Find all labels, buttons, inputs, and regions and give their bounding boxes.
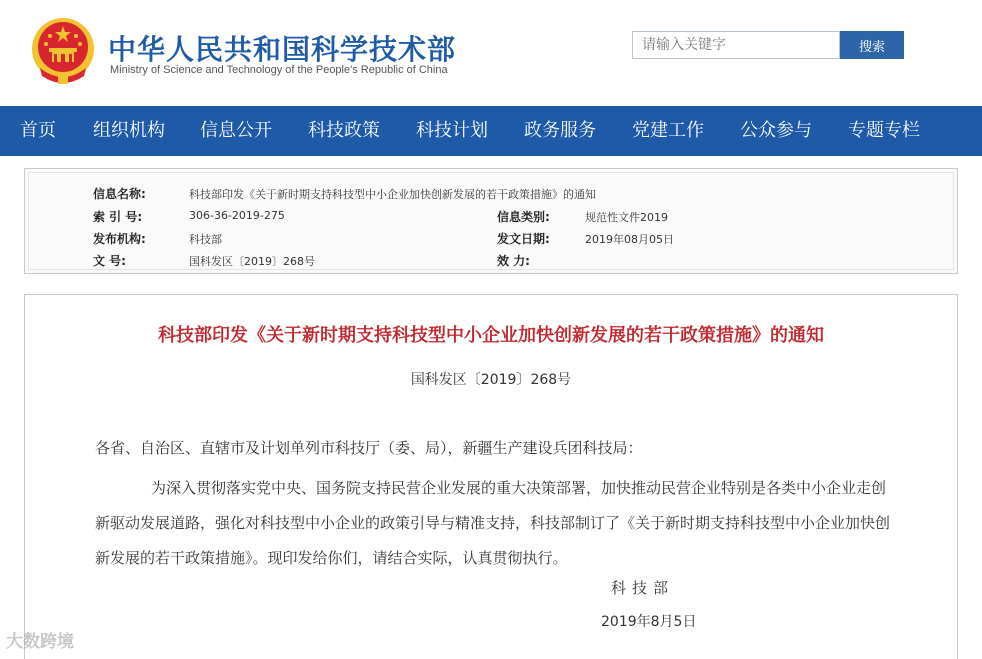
info-validity-label: 效 力: bbox=[497, 254, 530, 268]
document-info-panel bbox=[24, 168, 958, 274]
nav-item-home[interactable]: 首页 bbox=[20, 120, 56, 141]
info-name-value: 科技部印发《关于新时期支持科技型中小企业加快创新发展的若干政策措施》的通知 bbox=[189, 188, 596, 201]
nav-item-topics[interactable]: 专题专栏 bbox=[848, 120, 920, 141]
document-info-inner bbox=[28, 172, 954, 270]
info-publisher-value: 科技部 bbox=[189, 233, 222, 246]
info-name-label: 信息名称: bbox=[93, 187, 146, 201]
nav-item-programs[interactable]: 科技计划 bbox=[416, 120, 488, 141]
nav-item-services[interactable]: 政务服务 bbox=[524, 120, 596, 141]
site-subtitle: Ministry of Science and Technology of the People's Republic of China bbox=[110, 64, 448, 76]
watermark: 大数跨境 bbox=[6, 632, 74, 652]
info-date-value: 2019年08月05日 bbox=[585, 233, 674, 246]
article-doc-number: 国科发区〔2019〕268号 bbox=[410, 372, 572, 388]
article-signature: 科技部 bbox=[611, 579, 675, 597]
site-header bbox=[0, 0, 982, 106]
article-sign-date: 2019年8月5日 bbox=[601, 614, 697, 630]
national-emblem-icon[interactable] bbox=[30, 16, 96, 86]
info-category-label: 信息类别: bbox=[497, 210, 550, 224]
nav-item-info-disclosure[interactable]: 信息公开 bbox=[200, 120, 272, 141]
site-title[interactable]: 中华人民共和国科学技术部 bbox=[108, 33, 457, 66]
info-index-label: 索 引 号: bbox=[93, 210, 143, 224]
nav-item-organization[interactable]: 组织机构 bbox=[93, 120, 165, 141]
nav-item-policy[interactable]: 科技政策 bbox=[308, 120, 380, 141]
info-docno-label: 文 号: bbox=[93, 254, 126, 268]
info-publisher-label: 发布机构: bbox=[93, 232, 146, 246]
info-docno-value: 国科发区〔2019〕268号 bbox=[189, 255, 315, 268]
main-nav bbox=[0, 106, 982, 156]
search-input[interactable] bbox=[632, 31, 840, 59]
info-date-label: 发文日期: bbox=[497, 232, 550, 246]
nav-item-party[interactable]: 党建工作 bbox=[632, 120, 704, 141]
info-category-value: 规范性文件2019 bbox=[585, 211, 668, 224]
search-button[interactable]: 搜索 bbox=[840, 31, 904, 59]
info-index-value: 306-36-2019-275 bbox=[189, 209, 285, 222]
article-panel bbox=[24, 294, 958, 659]
article-body-paragraph: 为深入贯彻落实党中央、国务院支持民营企业发展的重大决策部署，加快推动民营企业特别是各类中小企业走创新驱动发展道路，强化对科技型中小企业的政策引导与精准支持，科技部制订了《关于新时期支持科技型中小企业加快创新发展的若干政策措施》。现印发给你们，请结合实际，认真贯彻执行。 bbox=[95, 479, 891, 567]
article-title: 科技部印发《关于新时期支持科技型中小企业加快创新发展的若干政策措施》的通知 bbox=[158, 325, 824, 346]
nav-item-public[interactable]: 公众参与 bbox=[740, 120, 812, 141]
article-salutation: 各省、自治区、直辖市及计划单列市科技厅（委、局），新疆生产建设兵团科技局： bbox=[95, 439, 643, 457]
